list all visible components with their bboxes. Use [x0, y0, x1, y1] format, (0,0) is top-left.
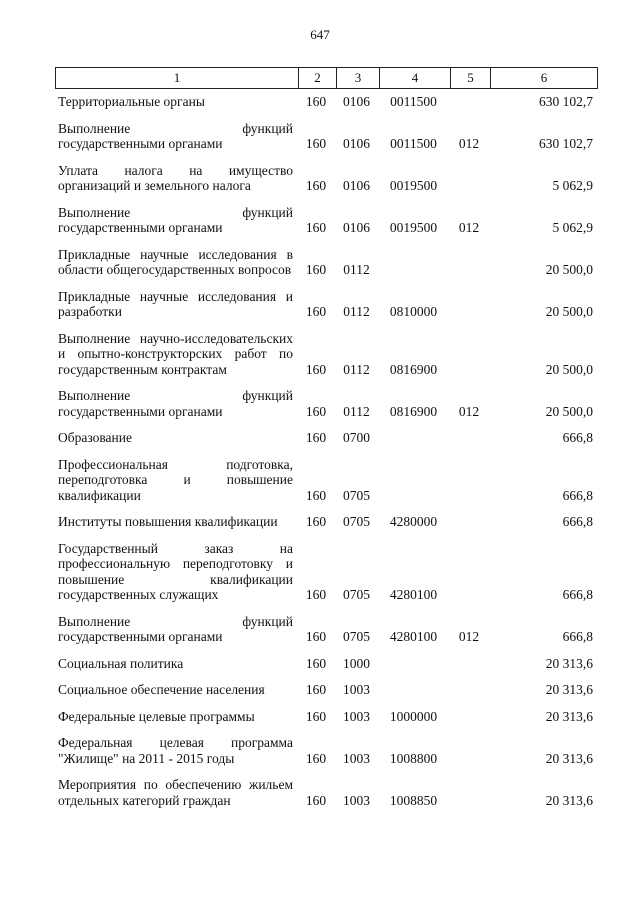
row-expense-type: 012 — [458, 403, 480, 419]
row-article: 0810000 — [389, 304, 438, 319]
table-row — [55, 514, 598, 530]
table-row — [55, 656, 598, 672]
row-section: 0112 — [343, 304, 370, 319]
row-name: Выполнение функций государственными органами — [58, 388, 293, 419]
row-name: Выполнение научно-исследовательских и опытно-конструкторских работ по государственным контрактам — [58, 330, 293, 377]
row-section: 0112 — [343, 403, 370, 419]
row-section: 0112 — [343, 262, 370, 277]
row-amount: 5 062,9 — [552, 178, 593, 193]
row-code: 160 — [305, 430, 327, 445]
row-amount: 20 313,6 — [545, 682, 593, 697]
row-code: 160 — [305, 708, 327, 724]
row-name: Институты повышения квалификации — [58, 514, 278, 529]
table-row — [55, 331, 598, 378]
table-row — [55, 430, 598, 446]
row-name: Профессиональная подготовка, переподготовка и повышение квалификации — [58, 456, 293, 503]
row-amount: 20 500,0 — [545, 403, 593, 419]
row-code: 160 — [305, 487, 327, 503]
table-row — [55, 247, 598, 278]
table-body — [55, 94, 598, 819]
table-row — [55, 163, 598, 194]
table-row — [55, 735, 598, 766]
table-row — [55, 457, 598, 504]
row-amount: 630 102,7 — [539, 94, 593, 109]
row-article: 0011500 — [390, 94, 437, 109]
row-article: 0011500 — [390, 136, 437, 151]
row-expense-type: 012 — [458, 136, 480, 151]
row-amount: 5 062,9 — [552, 220, 593, 235]
row-code: 160 — [305, 178, 327, 193]
row-code: 160 — [305, 750, 327, 766]
row-name: Федеральная целевая программа "Жилище" на 2011 - 2015 годы — [58, 735, 293, 766]
table-row — [55, 94, 598, 110]
row-name: Мероприятия по обеспечению жильем отдельных категорий граждан — [58, 777, 293, 808]
row-article: 0816900 — [389, 403, 438, 419]
row-article: 1008800 — [389, 750, 438, 766]
row-code: 160 — [305, 403, 327, 419]
table-row — [55, 682, 598, 698]
row-article: 1000000 — [389, 708, 438, 724]
row-section: 0705 — [343, 487, 370, 503]
row-amount: 666,8 — [562, 487, 593, 503]
row-code: 160 — [305, 587, 327, 602]
row-section: 0700 — [343, 430, 370, 445]
row-name: Государственный заказ на профессиональную переподготовку и повышение квалификации государственных служащих — [58, 540, 293, 602]
row-article: 4280000 — [389, 514, 438, 529]
table-row — [55, 709, 598, 725]
row-code: 160 — [305, 304, 327, 319]
row-code: 160 — [305, 792, 327, 808]
row-name: Федеральные целевые программы — [58, 708, 255, 724]
table-row — [55, 289, 598, 320]
row-section: 0106 — [343, 94, 370, 109]
row-amount: 666,8 — [562, 587, 593, 602]
row-code: 160 — [305, 682, 327, 697]
row-amount: 20 500,0 — [545, 304, 593, 319]
row-code: 160 — [305, 220, 327, 235]
row-section: 1003 — [343, 792, 370, 808]
row-amount: 630 102,7 — [539, 136, 593, 151]
row-amount: 20 313,6 — [545, 792, 593, 808]
row-amount: 20 313,6 — [545, 750, 593, 766]
row-article: 4280100 — [389, 629, 438, 644]
column-header-6: 6 — [490, 68, 597, 88]
table-row — [55, 388, 598, 419]
row-amount: 20 500,0 — [545, 361, 593, 377]
row-name: Социальное обеспечение населения — [58, 682, 265, 697]
row-code: 160 — [305, 514, 327, 529]
row-article: 0816900 — [389, 361, 438, 377]
row-expense-type: 012 — [458, 629, 480, 644]
row-name: Уплата налога на имущество организаций и земельного налога — [58, 162, 293, 193]
row-name: Социальная политика — [58, 655, 184, 671]
row-name: Выполнение функций государственными органами — [58, 613, 293, 644]
row-article: 1008850 — [389, 792, 438, 808]
row-amount: 20 313,6 — [545, 655, 593, 671]
column-header-3: 3 — [336, 68, 379, 88]
row-code: 160 — [305, 136, 327, 151]
row-section: 1000 — [343, 655, 370, 671]
row-article: 0019500 — [389, 220, 438, 235]
row-amount: 20 500,0 — [545, 262, 593, 277]
column-header-2: 2 — [298, 68, 336, 88]
column-header-4: 4 — [379, 68, 450, 88]
row-section: 0705 — [343, 587, 370, 602]
row-section: 1003 — [343, 750, 370, 766]
row-code: 160 — [305, 361, 327, 377]
row-article: 4280100 — [389, 587, 438, 602]
row-amount: 666,8 — [562, 514, 593, 529]
table-row — [55, 121, 598, 152]
table-row — [55, 777, 598, 808]
row-code: 160 — [305, 94, 327, 109]
row-amount: 666,8 — [562, 629, 593, 644]
row-section: 0112 — [343, 361, 370, 377]
row-section: 0705 — [343, 629, 370, 644]
row-name: Выполнение функций государственными органами — [58, 204, 293, 235]
row-code: 160 — [305, 262, 327, 277]
row-name: Выполнение функций государственными органами — [58, 120, 293, 151]
row-section: 0106 — [343, 220, 370, 235]
row-code: 160 — [305, 629, 327, 644]
row-code: 160 — [305, 655, 327, 671]
table-header — [55, 67, 598, 89]
row-name: Образование — [58, 430, 132, 445]
table-row — [55, 614, 598, 645]
page-number: 647 — [310, 27, 330, 42]
row-name: Прикладные научные исследования в области общегосударственных вопросов — [58, 246, 293, 277]
row-section: 0705 — [343, 514, 370, 529]
row-amount: 20 313,6 — [545, 708, 593, 724]
row-expense-type: 012 — [458, 220, 480, 235]
row-section: 0106 — [343, 178, 370, 193]
row-amount: 666,8 — [562, 430, 593, 445]
table-row — [55, 205, 598, 236]
row-name: Прикладные научные исследования и разработки — [58, 288, 293, 319]
column-header-1: 1 — [173, 70, 181, 85]
column-header-5: 5 — [450, 68, 490, 88]
row-section: 1003 — [343, 708, 370, 724]
row-article: 0019500 — [389, 178, 438, 193]
row-section: 1003 — [343, 682, 370, 697]
table-row — [55, 541, 598, 603]
row-name: Территориальные органы — [58, 94, 205, 109]
row-section: 0106 — [343, 136, 370, 151]
